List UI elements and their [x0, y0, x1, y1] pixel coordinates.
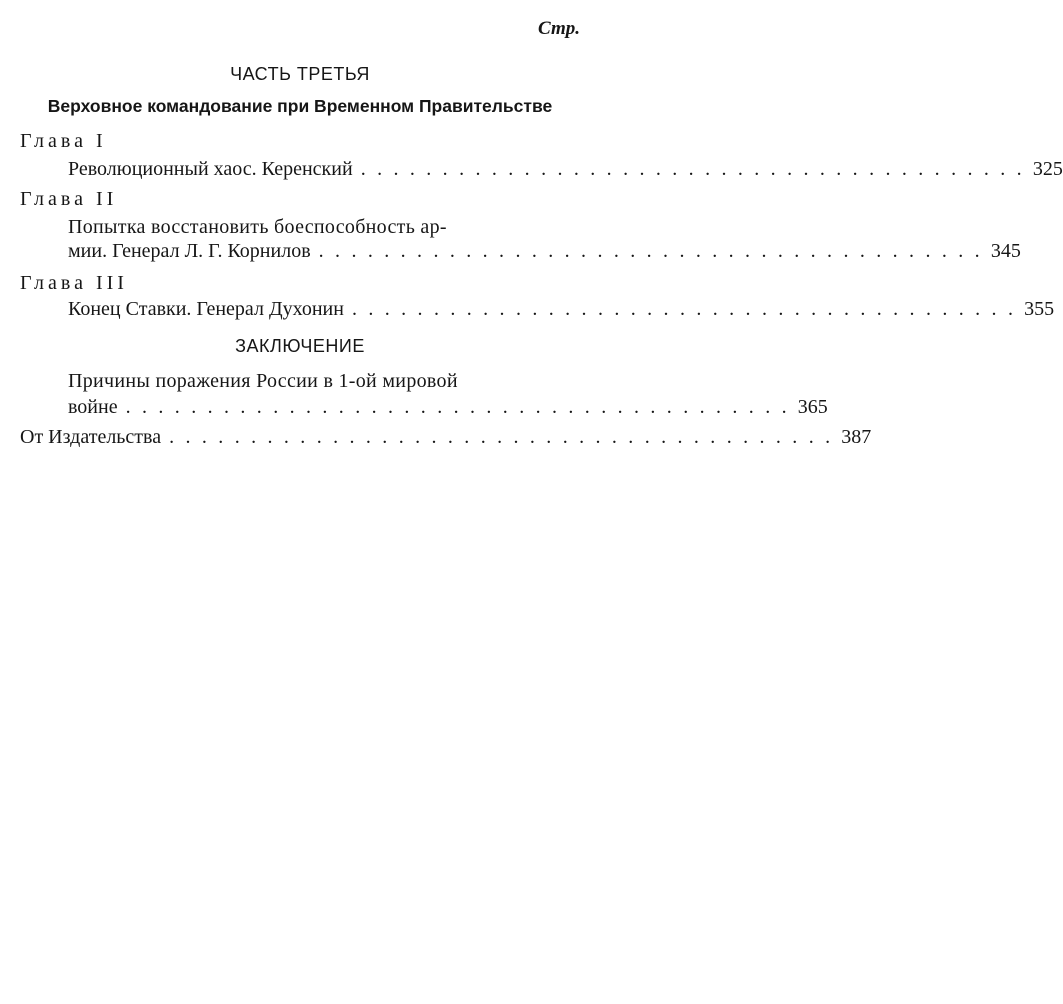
toc-entry-title: От Издательства — [20, 426, 162, 448]
part-subtitle: Верховное командование при Временном Правительстве — [47, 96, 553, 116]
toc-entry-page: 365 — [797, 396, 828, 418]
toc-entry-page: 355 — [1024, 298, 1055, 320]
leader-dots: . . . . . . . . . . . . . . . . . . . . . . . . . . . . . . . . . . . . . . . . . — [169, 426, 834, 448]
leader-dots: . . . . . . . . . . . . . . . . . . . . . . . . . . . . . . . . . . . . . . . . . — [318, 240, 983, 262]
toc-entry-chapter-3[interactable] — [68, 298, 1055, 321]
page-column-label: Стр. — [538, 18, 580, 39]
chapter-label-3: Глава III — [20, 272, 128, 294]
toc-entry-title-line1: Попытка восстановить боеспособность ар- — [68, 216, 447, 238]
leader-dots: . . . . . . . . . . . . . . . . . . . . . . . . . . . . . . . . . . . . . . . . . — [351, 298, 1017, 320]
toc-entry-page: 325 — [1032, 158, 1063, 180]
toc-entry-page: 387 — [841, 426, 872, 448]
toc-entry-title-line1: Причины поражения России в 1-ой мировой — [68, 370, 458, 392]
toc-entry-conclusion[interactable] — [68, 396, 828, 419]
toc-entry-title: мии. Генерал Л. Г. Корнилов — [68, 240, 311, 262]
toc-entry-title: Революционный хаос. Керенский — [68, 158, 353, 180]
toc-entry-title: Конец Ставки. Генерал Духонин — [68, 298, 344, 320]
chapter-label-2: Глава II — [20, 188, 118, 210]
conclusion-heading: ЗАКЛЮЧЕНИЕ — [235, 336, 365, 356]
toc-entry-publisher-note[interactable] — [20, 426, 872, 449]
leader-dots: . . . . . . . . . . . . . . . . . . . . . . . . . . . . . . . . . . . . . . . . . — [360, 158, 1025, 180]
leader-dots: . . . . . . . . . . . . . . . . . . . . . . . . . . . . . . . . . . . . . . . . . — [125, 396, 790, 418]
chapter-label-1: Глава I — [20, 130, 107, 152]
toc-entry-title: войне — [68, 396, 118, 418]
toc-entry-page: 345 — [990, 240, 1021, 262]
part-title: ЧАСТЬ ТРЕТЬЯ — [230, 64, 370, 84]
toc-entry-chapter-1[interactable] — [68, 158, 1063, 181]
toc-entry-chapter-2[interactable] — [68, 240, 1021, 263]
